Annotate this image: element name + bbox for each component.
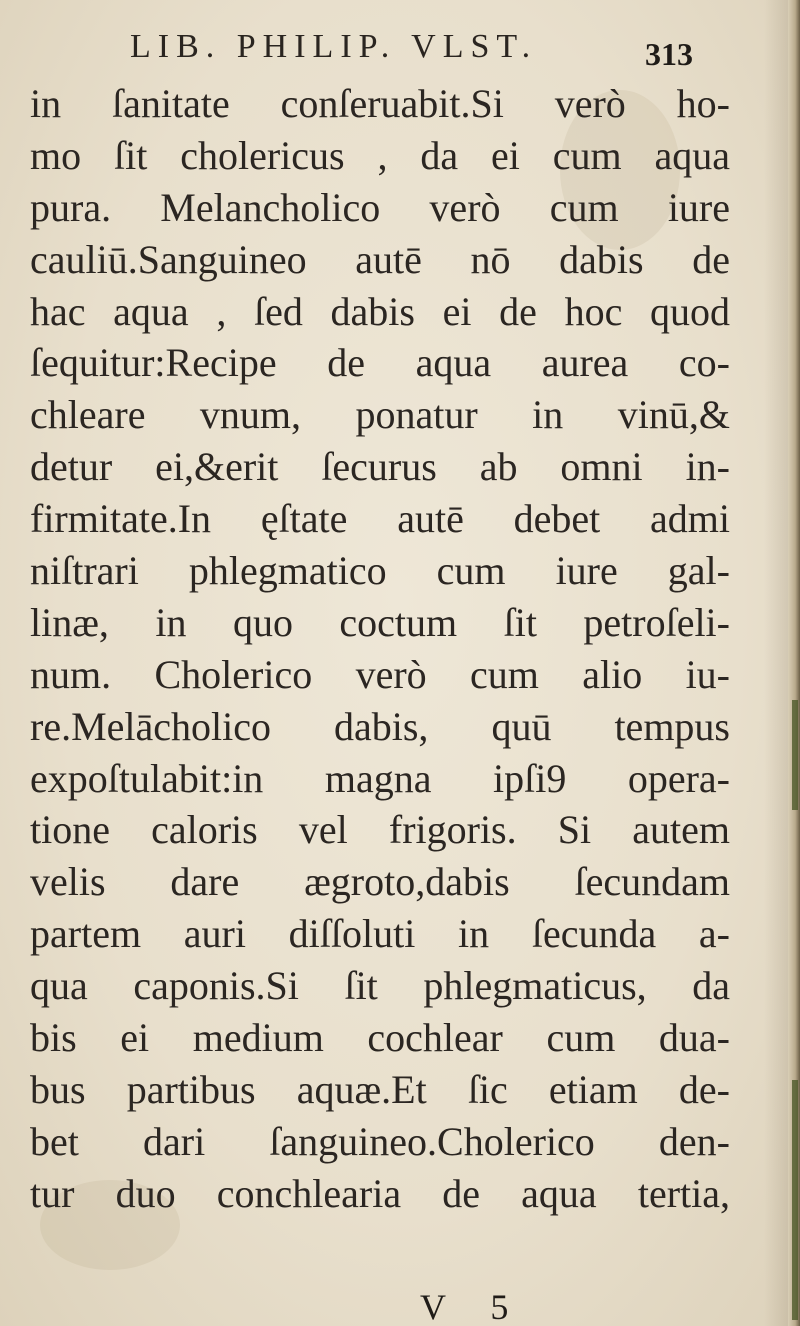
edge-stain (792, 1080, 798, 1320)
text-line: ſequitur:Recipe de aqua aurea co- (30, 340, 730, 386)
page-edge (788, 0, 800, 1326)
text-line: firmitate.In ęſtate autē debet admi (30, 496, 730, 542)
text-line: hac aqua , ſed dabis ei de hoc quod (30, 288, 730, 334)
text-line: bis ei medium cochlear cum dua- (30, 1015, 730, 1061)
text-line: num. Cholerico verò cum alio iu- (30, 651, 730, 697)
text-line: bus partibus aquæ.Et ſic etiam de- (30, 1066, 730, 1112)
body-text (30, 78, 730, 1220)
running-head (0, 28, 800, 72)
text-line: in ſanitate conſeruabit.Si verò ho- (30, 81, 730, 126)
page-number: 313 (645, 36, 693, 72)
text-line: mo ſit cholericus , da ei cum aqua (30, 132, 730, 178)
text-line: niſtrari phlegmatico cum iure gal- (30, 548, 730, 594)
text-line: pura. Melancholico verò cum iure (30, 184, 730, 230)
text-line: re.Melācholico dabis, quū tempus (30, 703, 730, 749)
text-line: qua caponis.Si ſit phlegmaticus, da (30, 963, 730, 1009)
text-line: partem auri diſſoluti in ſecunda a- (30, 911, 730, 957)
text-line: velis dare ægroto,dabis ſecundam (30, 859, 730, 905)
edge-stain (792, 700, 798, 810)
text-line: tione caloris vel frigoris. Si autem (30, 807, 730, 853)
text-line: tur duo conchlearia de aqua tertia, (30, 1170, 730, 1216)
signature-mark: V 5 (420, 1287, 527, 1326)
text-line: cauliū.Sanguineo autē nō dabis de (30, 236, 730, 282)
page-edge-shadow (764, 0, 788, 1326)
text-line: detur ei,&erit ſecurus ab omni in- (30, 444, 730, 490)
text-line: chleare vnum, ponatur in vinū,& (30, 392, 730, 438)
text-line: expoſtulabit:in magna ipſi9 opera- (30, 755, 730, 801)
running-head-title: LIB. PHILIP. VLST. (130, 28, 538, 65)
text-line: bet dari ſanguineo.Cholerico den- (30, 1118, 730, 1164)
text-line: linæ, in quo coctum ſit petroſeli- (30, 599, 730, 645)
